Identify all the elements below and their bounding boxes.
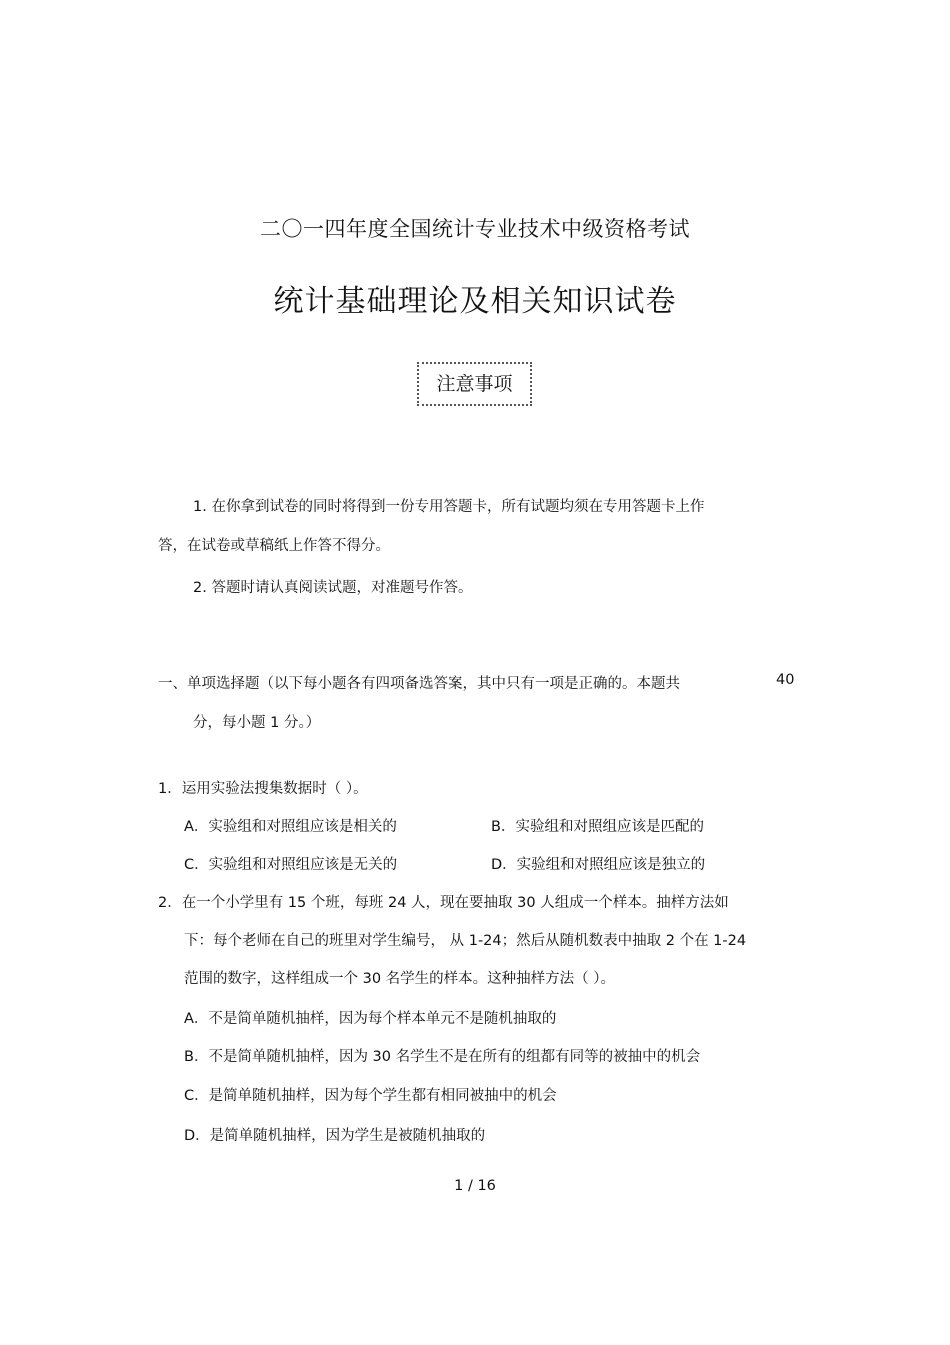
section-heading-line2: 分，每小题 1 分。） [193, 715, 321, 731]
question-2-stem-line2: 下：每个老师在自己的班里对学生编号， 从 1-24；然后从随机数表中抽取 2 个在 1-24 [184, 933, 747, 949]
question-1-option-d: D．实验组和对照组应该是独立的 [491, 857, 706, 873]
question-2-option-d: D．是简单随机抽样，因为学生是被随机抽取的 [184, 1128, 486, 1144]
question-1-stem: 1．运用实验法搜集数据时（ ）。 [158, 781, 368, 797]
instruction-1-line1: 1. 在你拿到试卷的同时将得到一份专用答题卡，所有试题均须在专用答题卡上作 [193, 499, 705, 515]
question-2-option-a: A．不是简单随机抽样，因为每个样本单元不是随机抽取的 [184, 1011, 557, 1027]
question-2-option-c: C．是简单随机抽样，因为每个学生都有相同被抽中的机会 [184, 1088, 557, 1104]
question-2-option-b: B．不是简单随机抽样，因为 30 名学生不是在所有的组都有同等的被抽中的机会 [184, 1049, 701, 1065]
question-1-option-a: A．实验组和对照组应该是相关的 [184, 819, 397, 835]
notice-box [417, 362, 532, 406]
paper-title: 统计基础理论及相关知识试卷 [273, 284, 677, 319]
question-1-option-c: C．实验组和对照组应该是无关的 [184, 857, 398, 873]
section-question-count: 40 [776, 672, 795, 688]
notice-heading: 注意事项 [436, 373, 513, 395]
instruction-2: 2. 答题时请认真阅读试题，对准题号作答。 [193, 580, 473, 596]
section-heading-line1: 一、单项选择题（以下每小题各有四项备选答案，其中只有一项是正确的。本题共 [158, 676, 680, 692]
question-2-stem-line3: 范围的数字，这样组成一个 30 名学生的样本。这种抽样方法（ ）。 [184, 971, 616, 987]
exam-title: 二〇一四年度全国统计专业技术中级资格考试 [260, 217, 690, 241]
page-number: 1 / 16 [454, 1178, 496, 1194]
instruction-1-line2: 答，在试卷或草稿纸上作答不得分。 [158, 538, 390, 554]
question-1-option-b: B．实验组和对照组应该是匹配的 [491, 819, 704, 835]
question-2-stem-line1: 2．在一个小学里有 15 个班，每班 24 人，现在要抽取 30 人组成一个样本。抽样方法如 [158, 895, 729, 911]
